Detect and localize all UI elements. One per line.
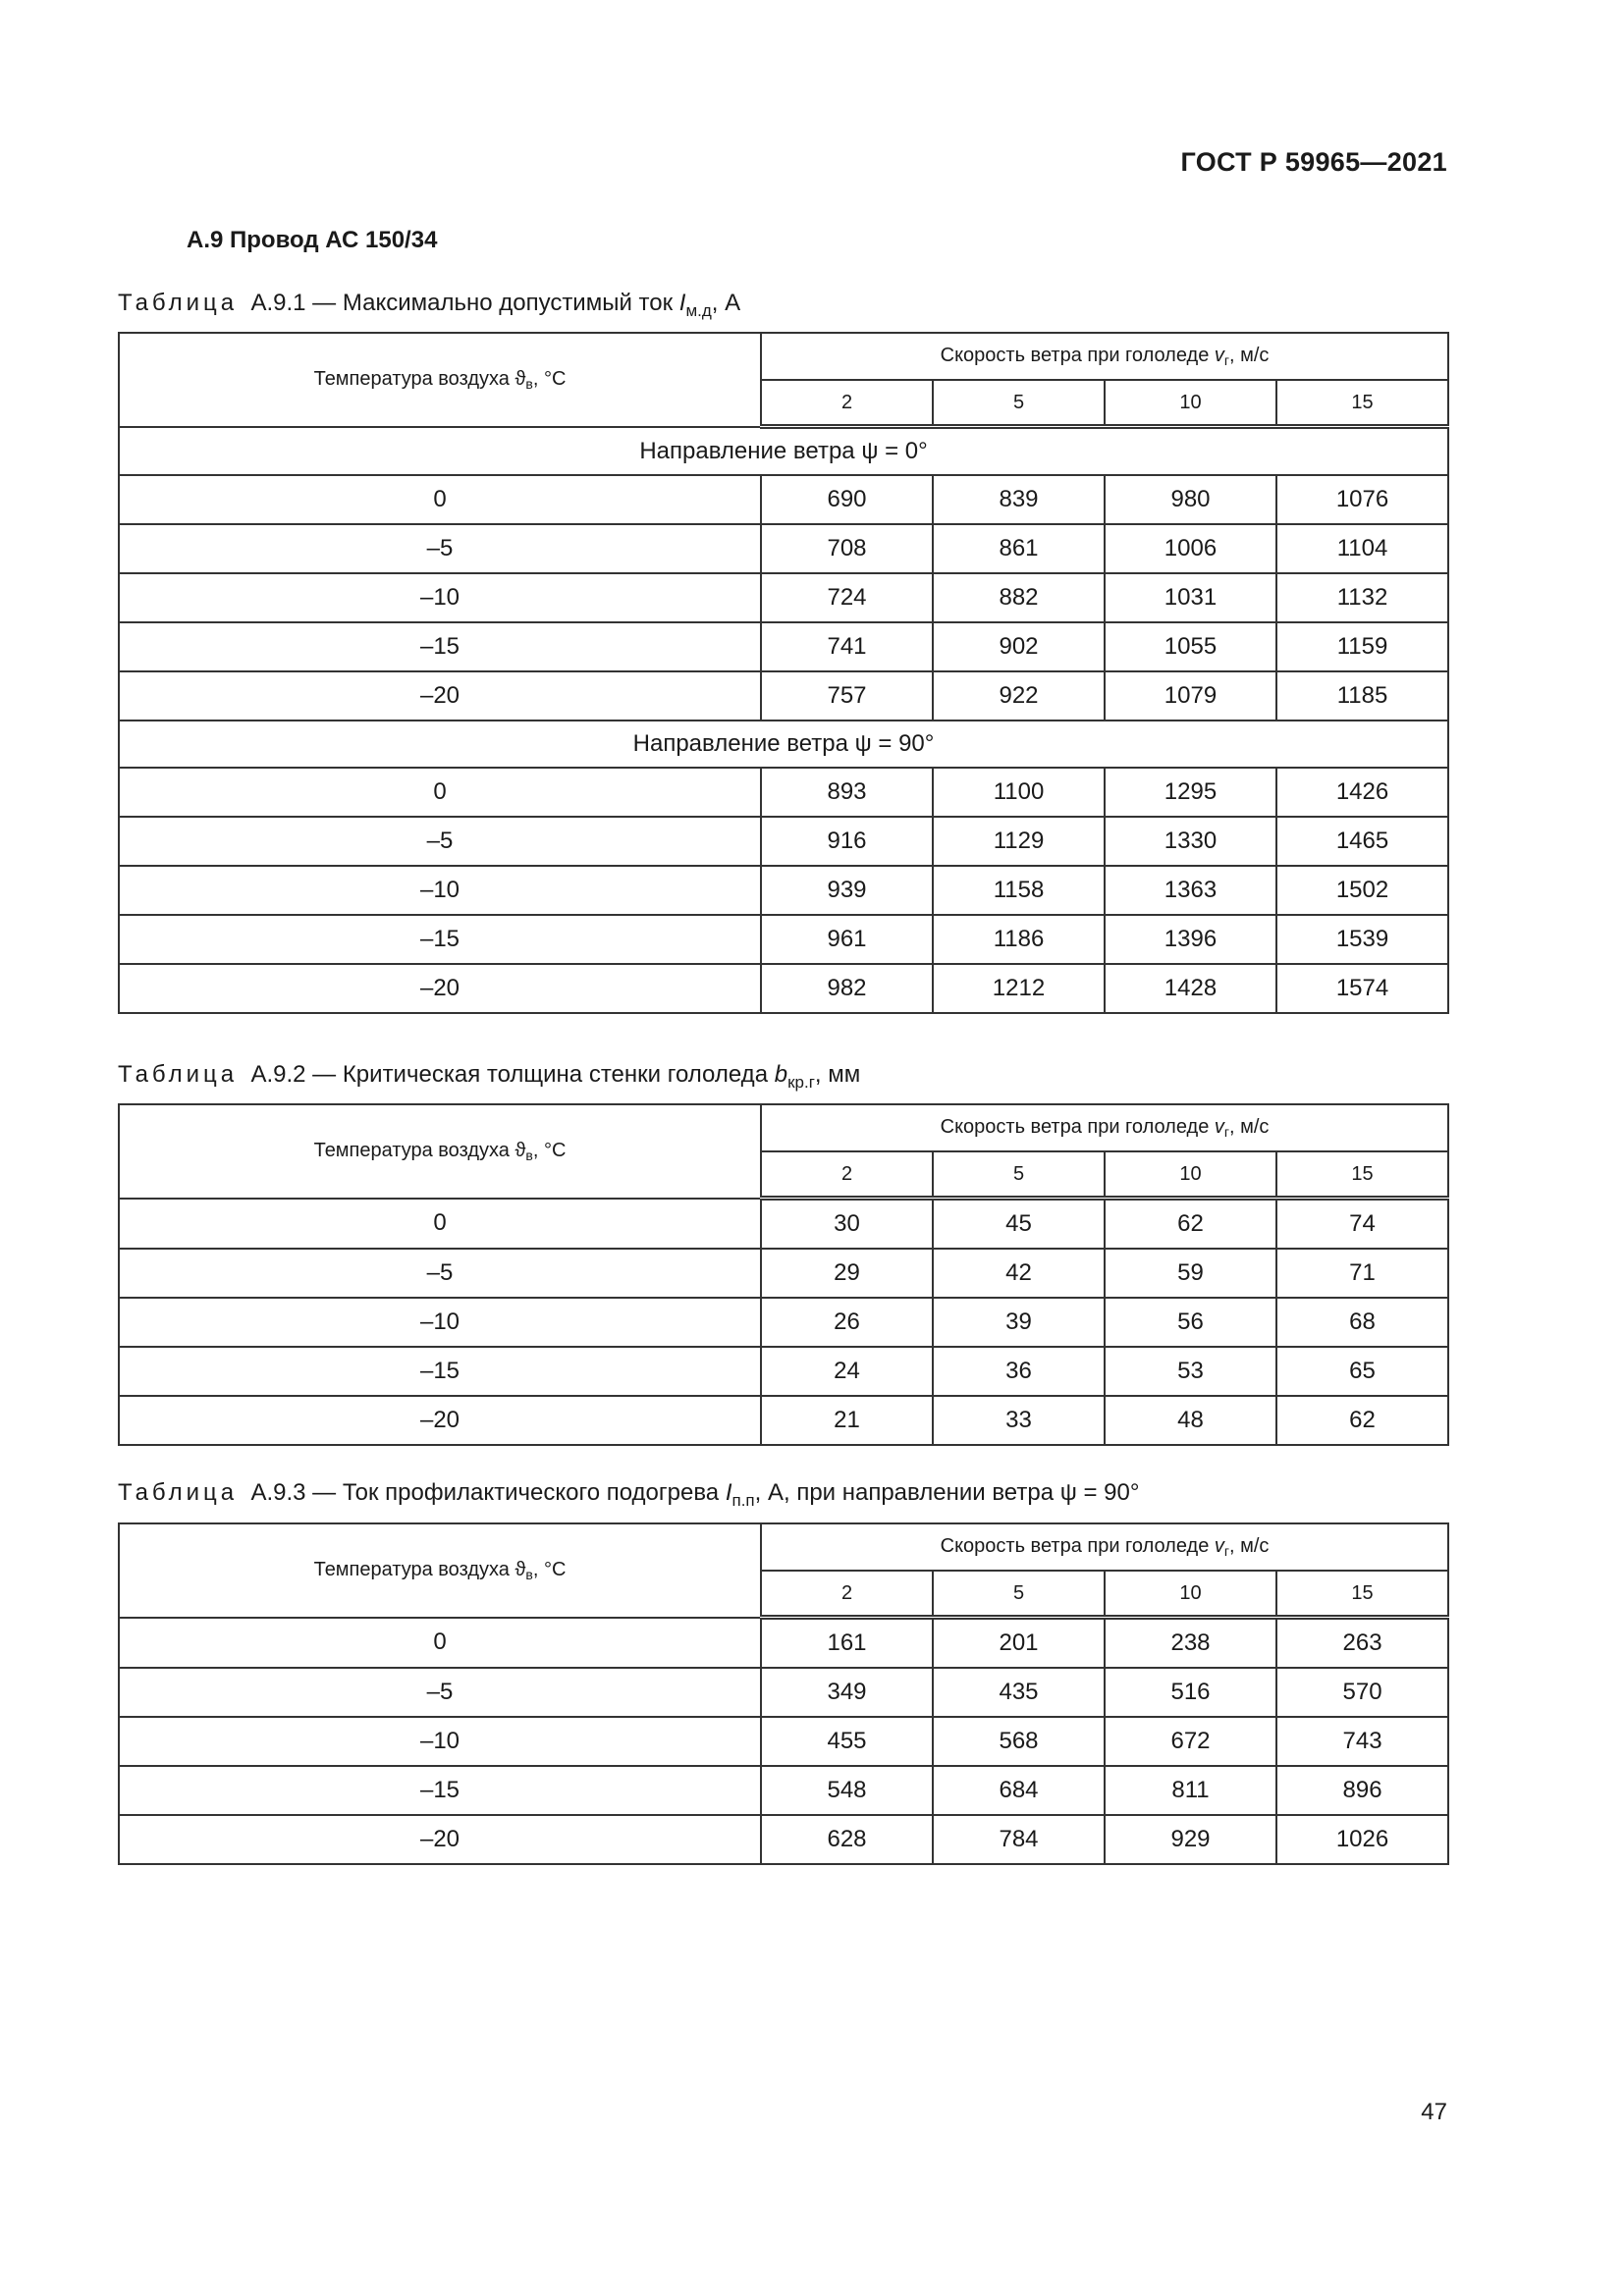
value-cell: 939 <box>761 866 933 915</box>
value-cell: 896 <box>1276 1766 1448 1815</box>
value-cell: 757 <box>761 671 933 721</box>
value-cell: 570 <box>1276 1668 1448 1717</box>
table-a91 <box>118 332 1449 1014</box>
table-a93-body <box>119 1618 1448 1865</box>
value-cell: 1465 <box>1276 817 1448 866</box>
table-a92-caption <box>118 1061 860 1093</box>
table-row <box>119 817 1448 866</box>
temperature-cell: 0 <box>119 768 761 817</box>
value-cell: 201 <box>933 1618 1105 1669</box>
value-cell: 1159 <box>1276 622 1448 671</box>
temperature-cell: –5 <box>119 1668 761 1717</box>
value-cell: 29 <box>761 1249 933 1298</box>
value-cell: 65 <box>1276 1347 1448 1396</box>
page-number: 47 <box>1421 2099 1447 2125</box>
speed-column-header: Скорость ветра при гололеде $v_г$, м/с <box>761 1523 1448 1571</box>
value-cell: 1006 <box>1105 524 1276 573</box>
value-cell: 1185 <box>1276 671 1448 721</box>
value-cell: 1186 <box>933 915 1105 964</box>
table-row <box>119 1717 1448 1766</box>
temperature-cell: –15 <box>119 915 761 964</box>
table-a92-body <box>119 1199 1448 1446</box>
speed-header-2: 2 <box>761 1571 933 1618</box>
table-row <box>119 1766 1448 1815</box>
caption-text: А.9.2 — Критическая толщина стенки гололеда <box>250 1061 769 1088</box>
value-cell: 916 <box>761 817 933 866</box>
temperature-cell: –15 <box>119 1766 761 1815</box>
caption-word: Таблица <box>118 1061 239 1088</box>
table-row <box>119 768 1448 817</box>
value-cell: 21 <box>761 1396 933 1445</box>
table-row <box>119 671 1448 721</box>
table-row <box>119 524 1448 573</box>
speed-header-5: 5 <box>933 1151 1105 1199</box>
value-cell: 59 <box>1105 1249 1276 1298</box>
caption-tail: , А <box>711 290 741 316</box>
value-cell: 36 <box>933 1347 1105 1396</box>
table-a93-header <box>119 1523 1448 1618</box>
value-cell: 548 <box>761 1766 933 1815</box>
value-cell: 516 <box>1105 1668 1276 1717</box>
temperature-cell: –15 <box>119 1347 761 1396</box>
table-row <box>119 475 1448 524</box>
caption-tail: , А, при направлении ветра ψ = 90° <box>754 1479 1140 1506</box>
value-cell: 1055 <box>1105 622 1276 671</box>
value-cell: 263 <box>1276 1618 1448 1669</box>
value-cell: 33 <box>933 1396 1105 1445</box>
caption-symbol: I <box>678 290 686 316</box>
wind-direction-label: Направление ветра ψ = 0° <box>119 427 1448 476</box>
value-cell: 724 <box>761 573 933 622</box>
value-cell: 1132 <box>1276 573 1448 622</box>
value-cell: 39 <box>933 1298 1105 1347</box>
value-cell: 1212 <box>933 964 1105 1013</box>
table-a91-caption <box>118 290 740 321</box>
table-a93-caption <box>118 1479 1139 1511</box>
value-cell: 455 <box>761 1717 933 1766</box>
value-cell: 74 <box>1276 1199 1448 1250</box>
caption-text: А.9.3 — Ток профилактического подогрева <box>250 1479 720 1506</box>
temperature-cell: –20 <box>119 671 761 721</box>
speed-header-15: 15 <box>1276 1571 1448 1618</box>
caption-tail: , мм <box>814 1061 861 1088</box>
table-a91-header <box>119 333 1448 427</box>
value-cell: 1158 <box>933 866 1105 915</box>
value-cell: 922 <box>933 671 1105 721</box>
value-cell: 349 <box>761 1668 933 1717</box>
value-cell: 1104 <box>1276 524 1448 573</box>
wind-direction-group-row <box>119 721 1448 768</box>
speed-column-header: Скорость ветра при гололеде $v_г$, м/с <box>761 333 1448 380</box>
value-cell: 684 <box>933 1766 1105 1815</box>
value-cell: 238 <box>1105 1618 1276 1669</box>
temp-column-header: Температура воздуха $ϑ_в$, °C <box>119 1104 761 1199</box>
value-cell: 672 <box>1105 1717 1276 1766</box>
wind-direction-label: Направление ветра ψ = 90° <box>119 721 1448 768</box>
value-cell: 1539 <box>1276 915 1448 964</box>
value-cell: 980 <box>1105 475 1276 524</box>
table-row <box>119 1618 1448 1669</box>
value-cell: 1426 <box>1276 768 1448 817</box>
table-a91-body <box>119 427 1448 1014</box>
value-cell: 1076 <box>1276 475 1448 524</box>
section-title: А.9 Провод АС 150/34 <box>187 227 438 253</box>
table-row <box>119 1815 1448 1864</box>
value-cell: 929 <box>1105 1815 1276 1864</box>
caption-symbol: I <box>725 1479 732 1506</box>
table-row <box>119 964 1448 1013</box>
speed-column-header: Скорость ветра при гололеде $v_г$, м/с <box>761 1104 1448 1151</box>
speed-header-5: 5 <box>933 1571 1105 1618</box>
table-a93 <box>118 1522 1449 1865</box>
value-cell: 882 <box>933 573 1105 622</box>
temp-column-header: Температура воздуха $ϑ_в$, °C <box>119 333 761 427</box>
value-cell: 1079 <box>1105 671 1276 721</box>
value-cell: 1295 <box>1105 768 1276 817</box>
temperature-cell: 0 <box>119 1199 761 1250</box>
value-cell: 961 <box>761 915 933 964</box>
value-cell: 839 <box>933 475 1105 524</box>
caption-word: Таблица <box>118 1479 239 1506</box>
table-row <box>119 1347 1448 1396</box>
caption-word: Таблица <box>118 290 239 316</box>
value-cell: 1574 <box>1276 964 1448 1013</box>
value-cell: 741 <box>761 622 933 671</box>
speed-header-10: 10 <box>1105 1571 1276 1618</box>
table-row <box>119 573 1448 622</box>
value-cell: 1428 <box>1105 964 1276 1013</box>
table-row <box>119 622 1448 671</box>
speed-header-15: 15 <box>1276 1151 1448 1199</box>
temp-column-header: Температура воздуха $ϑ_в$, °C <box>119 1523 761 1618</box>
value-cell: 1100 <box>933 768 1105 817</box>
value-cell: 690 <box>761 475 933 524</box>
value-cell: 1031 <box>1105 573 1276 622</box>
temperature-cell: –20 <box>119 1815 761 1864</box>
caption-subscript: м.д <box>685 301 712 320</box>
caption-subscript: кр.г <box>787 1073 815 1092</box>
document-code: ГОСТ Р 59965—2021 <box>1180 147 1447 177</box>
value-cell: 56 <box>1105 1298 1276 1347</box>
value-cell: 743 <box>1276 1717 1448 1766</box>
value-cell: 1396 <box>1105 915 1276 964</box>
value-cell: 62 <box>1276 1396 1448 1445</box>
value-cell: 68 <box>1276 1298 1448 1347</box>
temperature-cell: –5 <box>119 524 761 573</box>
caption-subscript: п.п <box>731 1491 755 1510</box>
value-cell: 62 <box>1105 1199 1276 1250</box>
caption-symbol: b <box>774 1061 788 1088</box>
temperature-cell: –20 <box>119 964 761 1013</box>
temperature-cell: 0 <box>119 1618 761 1669</box>
value-cell: 568 <box>933 1717 1105 1766</box>
speed-header-2: 2 <box>761 1151 933 1199</box>
temperature-cell: –15 <box>119 622 761 671</box>
temperature-cell: –5 <box>119 817 761 866</box>
value-cell: 902 <box>933 622 1105 671</box>
value-cell: 42 <box>933 1249 1105 1298</box>
temperature-cell: –10 <box>119 1298 761 1347</box>
value-cell: 161 <box>761 1618 933 1669</box>
speed-header-5: 5 <box>933 380 1105 427</box>
temperature-cell: –10 <box>119 573 761 622</box>
table-row <box>119 1249 1448 1298</box>
value-cell: 982 <box>761 964 933 1013</box>
value-cell: 628 <box>761 1815 933 1864</box>
table-row <box>119 915 1448 964</box>
value-cell: 708 <box>761 524 933 573</box>
speed-header-10: 10 <box>1105 1151 1276 1199</box>
value-cell: 861 <box>933 524 1105 573</box>
table-row <box>119 866 1448 915</box>
value-cell: 30 <box>761 1199 933 1250</box>
wind-direction-group-row <box>119 427 1448 476</box>
value-cell: 1330 <box>1105 817 1276 866</box>
temperature-cell: 0 <box>119 475 761 524</box>
value-cell: 24 <box>761 1347 933 1396</box>
temperature-cell: –10 <box>119 866 761 915</box>
value-cell: 53 <box>1105 1347 1276 1396</box>
value-cell: 1502 <box>1276 866 1448 915</box>
value-cell: 435 <box>933 1668 1105 1717</box>
speed-header-2: 2 <box>761 380 933 427</box>
table-a92 <box>118 1103 1449 1446</box>
value-cell: 48 <box>1105 1396 1276 1445</box>
table-row <box>119 1668 1448 1717</box>
value-cell: 893 <box>761 768 933 817</box>
speed-header-15: 15 <box>1276 380 1448 427</box>
value-cell: 26 <box>761 1298 933 1347</box>
temperature-cell: –5 <box>119 1249 761 1298</box>
value-cell: 811 <box>1105 1766 1276 1815</box>
speed-header-10: 10 <box>1105 380 1276 427</box>
table-row <box>119 1199 1448 1250</box>
table-row <box>119 1396 1448 1445</box>
value-cell: 1129 <box>933 817 1105 866</box>
table-row <box>119 1298 1448 1347</box>
temperature-cell: –10 <box>119 1717 761 1766</box>
value-cell: 1026 <box>1276 1815 1448 1864</box>
caption-text: А.9.1 — Максимально допустимый ток <box>250 290 674 316</box>
temperature-cell: –20 <box>119 1396 761 1445</box>
value-cell: 1363 <box>1105 866 1276 915</box>
value-cell: 71 <box>1276 1249 1448 1298</box>
table-a92-header <box>119 1104 1448 1199</box>
value-cell: 784 <box>933 1815 1105 1864</box>
value-cell: 45 <box>933 1199 1105 1250</box>
